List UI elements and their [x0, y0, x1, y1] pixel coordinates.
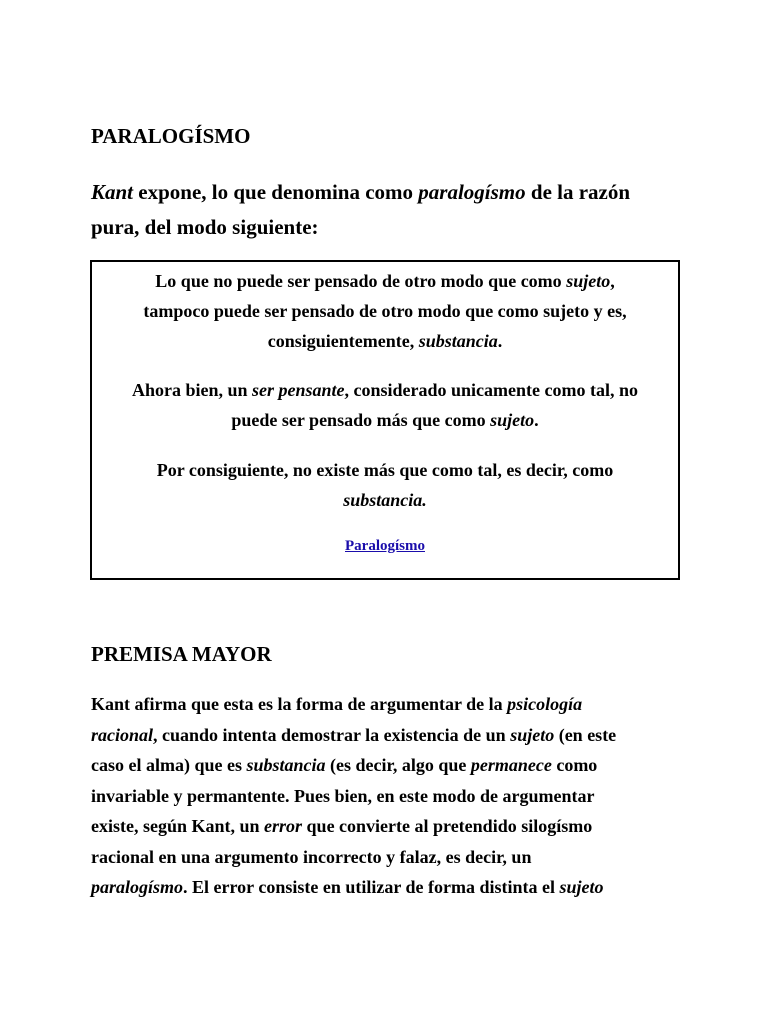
- q2-text-4: .: [534, 410, 539, 430]
- section-heading-paralogismo: PARALOGÍSMO: [91, 124, 251, 148]
- q1-text-4: consiguientemente,: [267, 331, 419, 351]
- intro-paragraph: [91, 175, 691, 245]
- b-l3e: como: [551, 755, 598, 775]
- b-l3c: (es decir, algo que: [325, 755, 471, 775]
- intro-kant: Kant: [91, 180, 134, 204]
- b-l5c: que convierte al pretendido silogísmo: [302, 816, 593, 836]
- b-l7a: paralogísmo: [91, 877, 184, 897]
- b-l2b: , cuando intenta demostrar la existencia de un: [153, 724, 511, 745]
- body-paragraph: [91, 689, 683, 903]
- b-l2c: sujeto: [510, 724, 555, 745]
- b-l7c: sujeto: [559, 877, 604, 897]
- b-l7b: . El error consiste en utilizar de forma distinta el: [183, 877, 560, 897]
- quote-paragraph-3: [92, 455, 678, 515]
- quote-paragraph-2: [92, 375, 678, 435]
- b-l2a: racional: [91, 724, 154, 745]
- b-l1b: psicología: [507, 694, 583, 714]
- intro-paralogismo: paralogísmo: [418, 180, 526, 204]
- b-l3d: permanece: [470, 755, 552, 775]
- q1-text-1: Lo que no puede ser pensado de otro modo que como: [155, 271, 567, 291]
- q1-text-2: ,: [610, 271, 615, 291]
- q1-text-3: tampoco puede ser pensado de otro modo que como sujeto y es,: [143, 301, 627, 321]
- q3-text-1: Por consiguiente, no existe más que como tal, es decir, como: [156, 460, 614, 480]
- q1-sujeto: sujeto: [566, 271, 611, 291]
- b-l5b: error: [264, 816, 303, 836]
- q2-text-2: , considerado unicamente como tal, no: [344, 380, 639, 400]
- q1-substancia: substancia: [418, 331, 498, 351]
- paralogismo-link[interactable]: Paralogísmo: [345, 538, 425, 554]
- q2-text-3: puede ser pensado más que como: [231, 410, 491, 430]
- q3-substancia: substancia.: [343, 490, 427, 510]
- b-l3b: substancia: [246, 755, 326, 775]
- section-heading-premisa-mayor: PREMISA MAYOR: [91, 642, 272, 666]
- q2-text-1: Ahora bien, un: [131, 380, 253, 400]
- intro-text-3: pura, del modo siguiente:: [91, 215, 319, 239]
- b-l3a: caso el alma) que es: [91, 755, 247, 775]
- b-l1a: Kant afirma que esta es la forma de argumentar de la: [91, 694, 508, 714]
- q2-ser-pensante: ser pensante: [252, 380, 345, 400]
- intro-text-1: expone, lo que denomina como: [133, 180, 419, 204]
- quote-box: [90, 260, 680, 580]
- b-l4: invariable y permantente. Pues bien, en este modo de argumentar: [91, 785, 595, 806]
- intro-text-2: de la razón: [525, 180, 631, 204]
- b-l2d: (en este: [554, 724, 617, 745]
- q1-text-5: .: [497, 331, 503, 351]
- q2-sujeto: sujeto: [490, 410, 535, 430]
- b-l5a: existe, según Kant, un: [91, 816, 265, 836]
- quote-paragraph-1: [92, 266, 678, 356]
- b-l6: racional en una argumento incorrecto y falaz, es decir, un: [91, 846, 532, 867]
